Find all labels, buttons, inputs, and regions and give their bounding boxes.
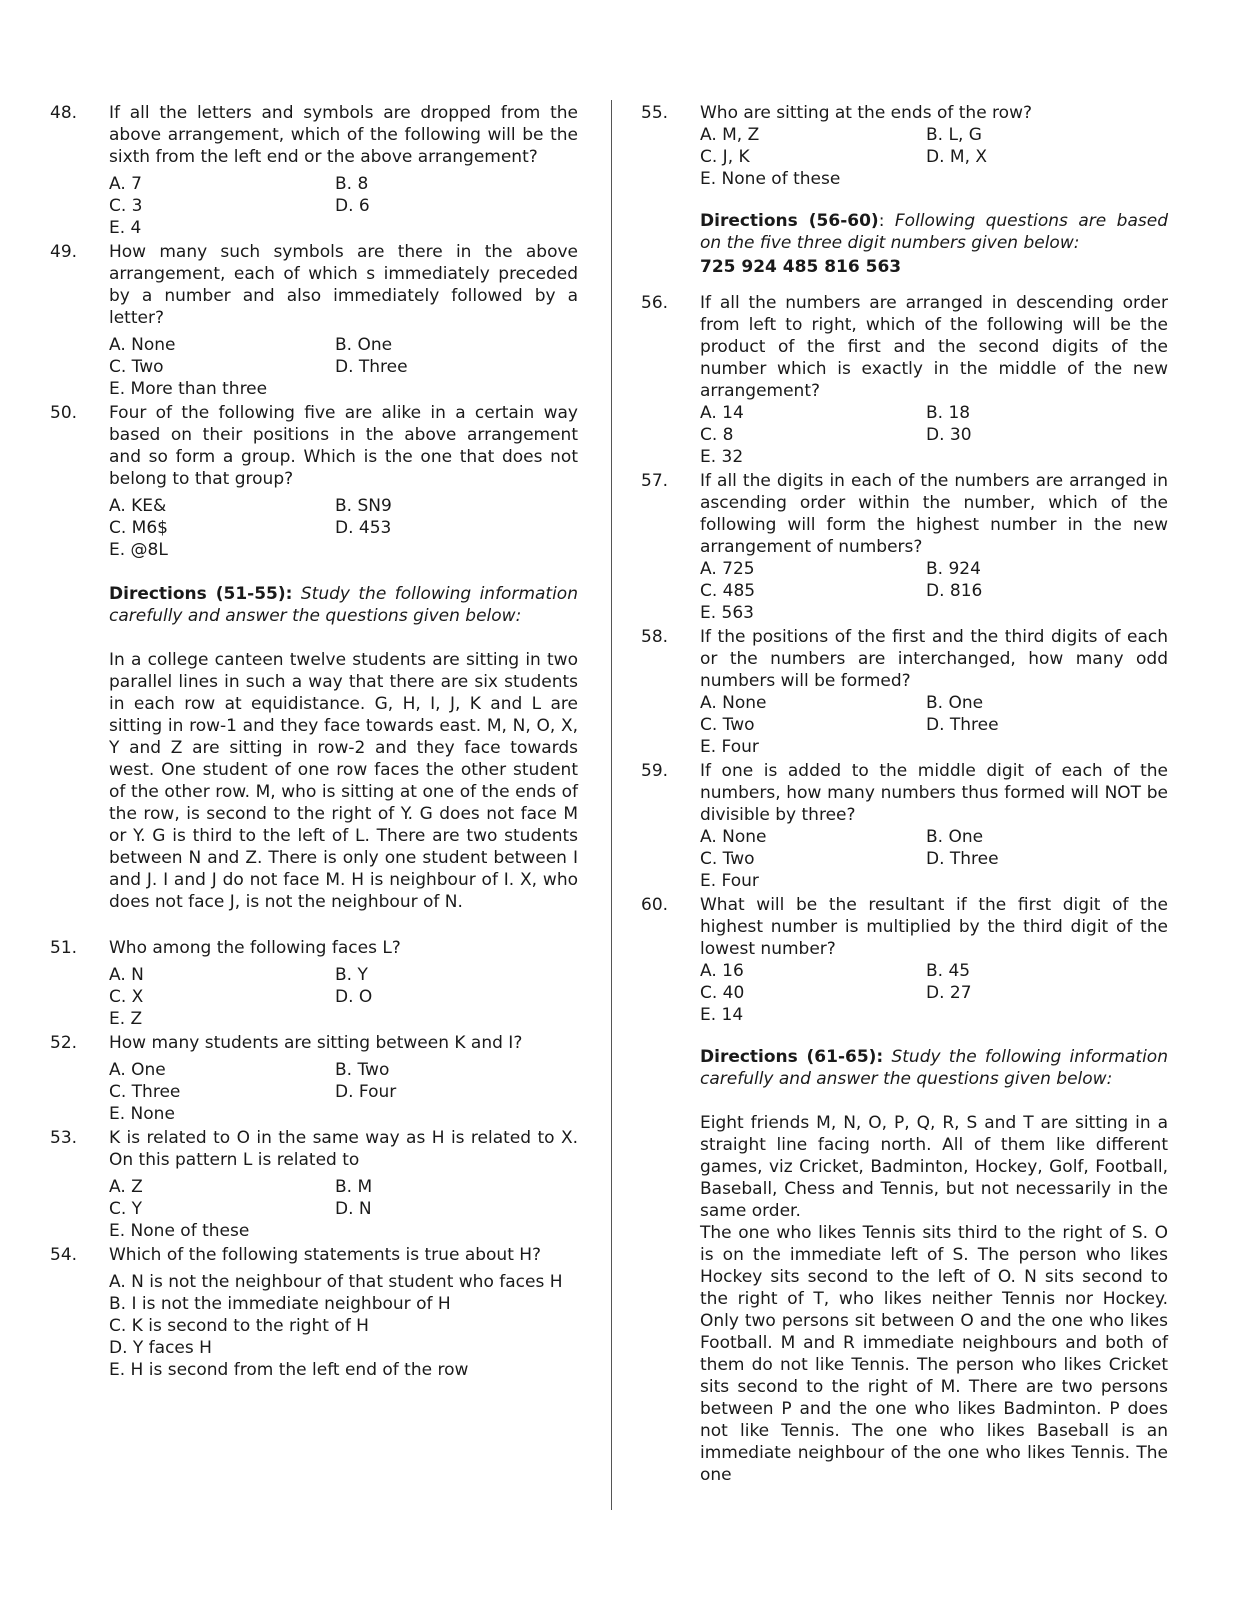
question-number: 53. (50, 1128, 78, 1148)
directions-text: Study the following information carefully and answer the questions given below: (700, 1047, 1168, 1089)
option-d: D. 30 (926, 425, 972, 445)
option-c: C. J, K (700, 147, 750, 167)
column-divider (611, 100, 612, 1510)
question-56 (641, 292, 1168, 468)
option-d: D. Y faces H (109, 1338, 212, 1358)
question-text: If the positions of the first and the third digits of each or the numbers are interchanged, how many odd numbers will be formed? (700, 627, 1168, 691)
directions-61-65 (700, 1046, 1168, 1090)
option-a: A. 14 (700, 403, 744, 423)
option-b: B. 45 (926, 961, 971, 981)
option-c: C. Two (109, 357, 164, 377)
question-text: What will be the resultant if the first digit of the highest number is multiplied by the third digit of the lowest number? (700, 895, 1168, 959)
option-a: A. 16 (700, 961, 744, 981)
option-a: A. KE& (109, 496, 167, 516)
option-b: B. Y (335, 965, 368, 985)
directions-56-60: Directions (56-60): Following questions are based on the five three digit numbers given below: (700, 211, 1168, 253)
question-60 (641, 894, 1168, 1026)
option-b: B. One (926, 827, 984, 847)
option-a: A. 725 (700, 559, 755, 579)
option-e: E. 14 (700, 1005, 744, 1025)
option-d: D. M, X (926, 147, 988, 167)
question-55 (641, 102, 1168, 190)
given-numbers: 725 924 485 816 563 (700, 257, 902, 277)
option-d: D. N (335, 1199, 372, 1219)
option-a: A. N (109, 965, 144, 985)
question-51 (50, 937, 578, 1030)
question-text: Four of the following five are alike in a certain way based on their positions in the above arrangement and so form a group. Which is the one that does not belong to that group? (109, 403, 578, 489)
question-text: How many such symbols are there in the above arrangement, each of which s immediately preceded by a number and also immediately followed by a letter? (109, 242, 578, 328)
option-c: C. Y (109, 1199, 143, 1219)
option-d: D. Three (926, 715, 999, 735)
option-c: C. Two (700, 849, 755, 869)
option-c: C. 485 (700, 581, 756, 601)
directions-51-55 (109, 583, 578, 627)
question-number: 49. (50, 242, 78, 262)
option-b: B. One (335, 335, 393, 355)
option-e: E. 4 (109, 218, 142, 238)
option-e: E. Four (700, 737, 759, 757)
right-column (641, 102, 1168, 1486)
question-number: 56. (641, 293, 669, 313)
directions-label: Directions (61-65): (700, 1047, 884, 1067)
option-e: E. None of these (700, 169, 841, 189)
question-52 (50, 1032, 578, 1125)
question-number: 58. (641, 627, 669, 647)
option-e: E. None (109, 1104, 175, 1124)
option-a: A. One (109, 1060, 166, 1080)
option-d: D. 6 (335, 196, 370, 216)
directions-text: Following questions are based on the five three digit numbers given below: (700, 211, 1168, 253)
question-number: 54. (50, 1245, 78, 1265)
option-d: D. Three (926, 849, 999, 869)
question-text: If all the letters and symbols are dropped from the above arrangement, which of the following will be the sixth from the left end or the above arrangement? (109, 103, 578, 167)
question-text: K is related to O in the same way as H is related to X. On this pattern L is related to (109, 1128, 578, 1170)
option-b: B. SN9 (335, 496, 392, 516)
option-d: D. Four (335, 1082, 397, 1102)
option-b: B. 8 (335, 174, 369, 194)
question-57 (641, 470, 1168, 624)
option-c: C. X (109, 987, 144, 1007)
option-d: D. 816 (926, 581, 983, 601)
option-a: A. M, Z (700, 125, 760, 145)
directions-label: Directions (51-55): (109, 584, 293, 604)
question-49 (50, 241, 578, 400)
option-c: C. Two (700, 715, 755, 735)
question-number: 57. (641, 471, 669, 491)
question-text: How many students are sitting between K and I? (109, 1033, 523, 1053)
option-e: E. 563 (700, 603, 754, 623)
question-text: Who among the following faces L? (109, 938, 401, 958)
question-number: 50. (50, 403, 78, 423)
option-b: B. L, G (926, 125, 982, 145)
option-a: A. 7 (109, 174, 142, 194)
option-d: D. 453 (335, 518, 392, 538)
option-e: E. 32 (700, 447, 744, 467)
directions-text: Study the following information carefully and answer the questions given below: (109, 584, 578, 626)
option-e: E. H is second from the left end of the row (109, 1360, 469, 1380)
question-number: 48. (50, 103, 78, 123)
passage-51-55: In a college canteen twelve students are sitting in two parallel lines in such a way that there are six students in each row at equidistance. G, H, I, J, K and L are sitting in row-1 and they face towards east. M, N, O, X, Y and Z are sitting in row-2 and they face towards west. One student of one row faces the other student of the other row. M, who is sitting at one of the ends of the row, is second to the right of Y. G does not face M or Y. G is third to the left of L. There are two students between N and Z. There is only one student between I and J. I and J do not face M. H is neighbour of I. X, who does not face J, is not the neighbour of N. (109, 650, 578, 912)
option-b: B. One (926, 693, 984, 713)
option-d: D. Three (335, 357, 408, 377)
option-c: C. 3 (109, 196, 143, 216)
question-number: 55. (641, 103, 669, 123)
question-50 (50, 402, 578, 561)
option-e: E. More than three (109, 379, 268, 399)
option-e: E. Four (700, 871, 759, 891)
question-text: If all the digits in each of the numbers are arranged in ascending order within the number, which of the following will form the highest number in the new arrangement of numbers? (700, 471, 1168, 557)
passage-61-65-intro: Eight friends M, N, O, P, Q, R, S and T are sitting in a straight line facing north. All of them like different games, viz Cricket, Badminton, Hockey, Golf, Football, Baseball, Chess and Tennis, but not necessarily in the same order. (700, 1113, 1168, 1221)
option-e: E. Z (109, 1009, 143, 1029)
question-text: If one is added to the middle digit of each of the numbers, how many numbers thus formed will NOT be divisible by three? (700, 761, 1168, 825)
option-c: C. M6$ (109, 518, 168, 538)
question-number: 52. (50, 1033, 78, 1053)
option-a: A. None (109, 335, 176, 355)
question-number: 51. (50, 938, 78, 958)
passage-61-65-body: The one who likes Tennis sits third to the right of S. O is on the immediate left of S. The person who likes Hockey sits second to the left of O. N sits second to the right of T, who likes neither Tennis nor Hockey. Only two persons sit between O and the one who likes Football. M and R immediate neighbours and both of them do not like Tennis. The person who likes Cricket sits second to the right of M. There are two persons between P and the one who likes Badminton. P does not like Tennis. The one who likes Baseball is an immediate neighbour of the one who likes Tennis. The one (700, 1223, 1168, 1485)
left-column (50, 102, 578, 1383)
question-54 (50, 1244, 578, 1381)
question-text: If all the numbers are arranged in descending order from left to right, which of the following will be the product of the first and the second digits of the number which is exactly in the middle of the new arrangement? (700, 293, 1168, 401)
option-a: A. N is not the neighbour of that student who faces H (109, 1272, 563, 1292)
question-58 (641, 626, 1168, 758)
option-e: E. None of these (109, 1221, 250, 1241)
question-number: 60. (641, 895, 669, 915)
option-e: E. @8L (109, 540, 168, 560)
question-text: Who are sitting at the ends of the row? (700, 103, 1032, 123)
option-c: C. 8 (700, 425, 734, 445)
question-text: Which of the following statements is true about H? (109, 1245, 542, 1265)
option-a: A. Z (109, 1177, 143, 1197)
option-c: C. K is second to the right of H (109, 1316, 369, 1336)
option-c: C. 40 (700, 983, 745, 1003)
option-b: B. M (335, 1177, 373, 1197)
question-53 (50, 1127, 578, 1242)
question-number: 59. (641, 761, 669, 781)
option-a: A. None (700, 827, 767, 847)
option-b: B. Two (335, 1060, 390, 1080)
option-b: B. I is not the immediate neighbour of H (109, 1294, 451, 1314)
option-c: C. Three (109, 1082, 181, 1102)
option-a: A. None (700, 693, 767, 713)
directions-label: Directions (56-60) (700, 211, 879, 231)
question-59 (641, 760, 1168, 892)
option-b: B. 924 (926, 559, 981, 579)
question-48 (50, 102, 578, 239)
option-b: B. 18 (926, 403, 971, 423)
option-d: D. 27 (926, 983, 972, 1003)
option-d: D. O (335, 987, 373, 1007)
